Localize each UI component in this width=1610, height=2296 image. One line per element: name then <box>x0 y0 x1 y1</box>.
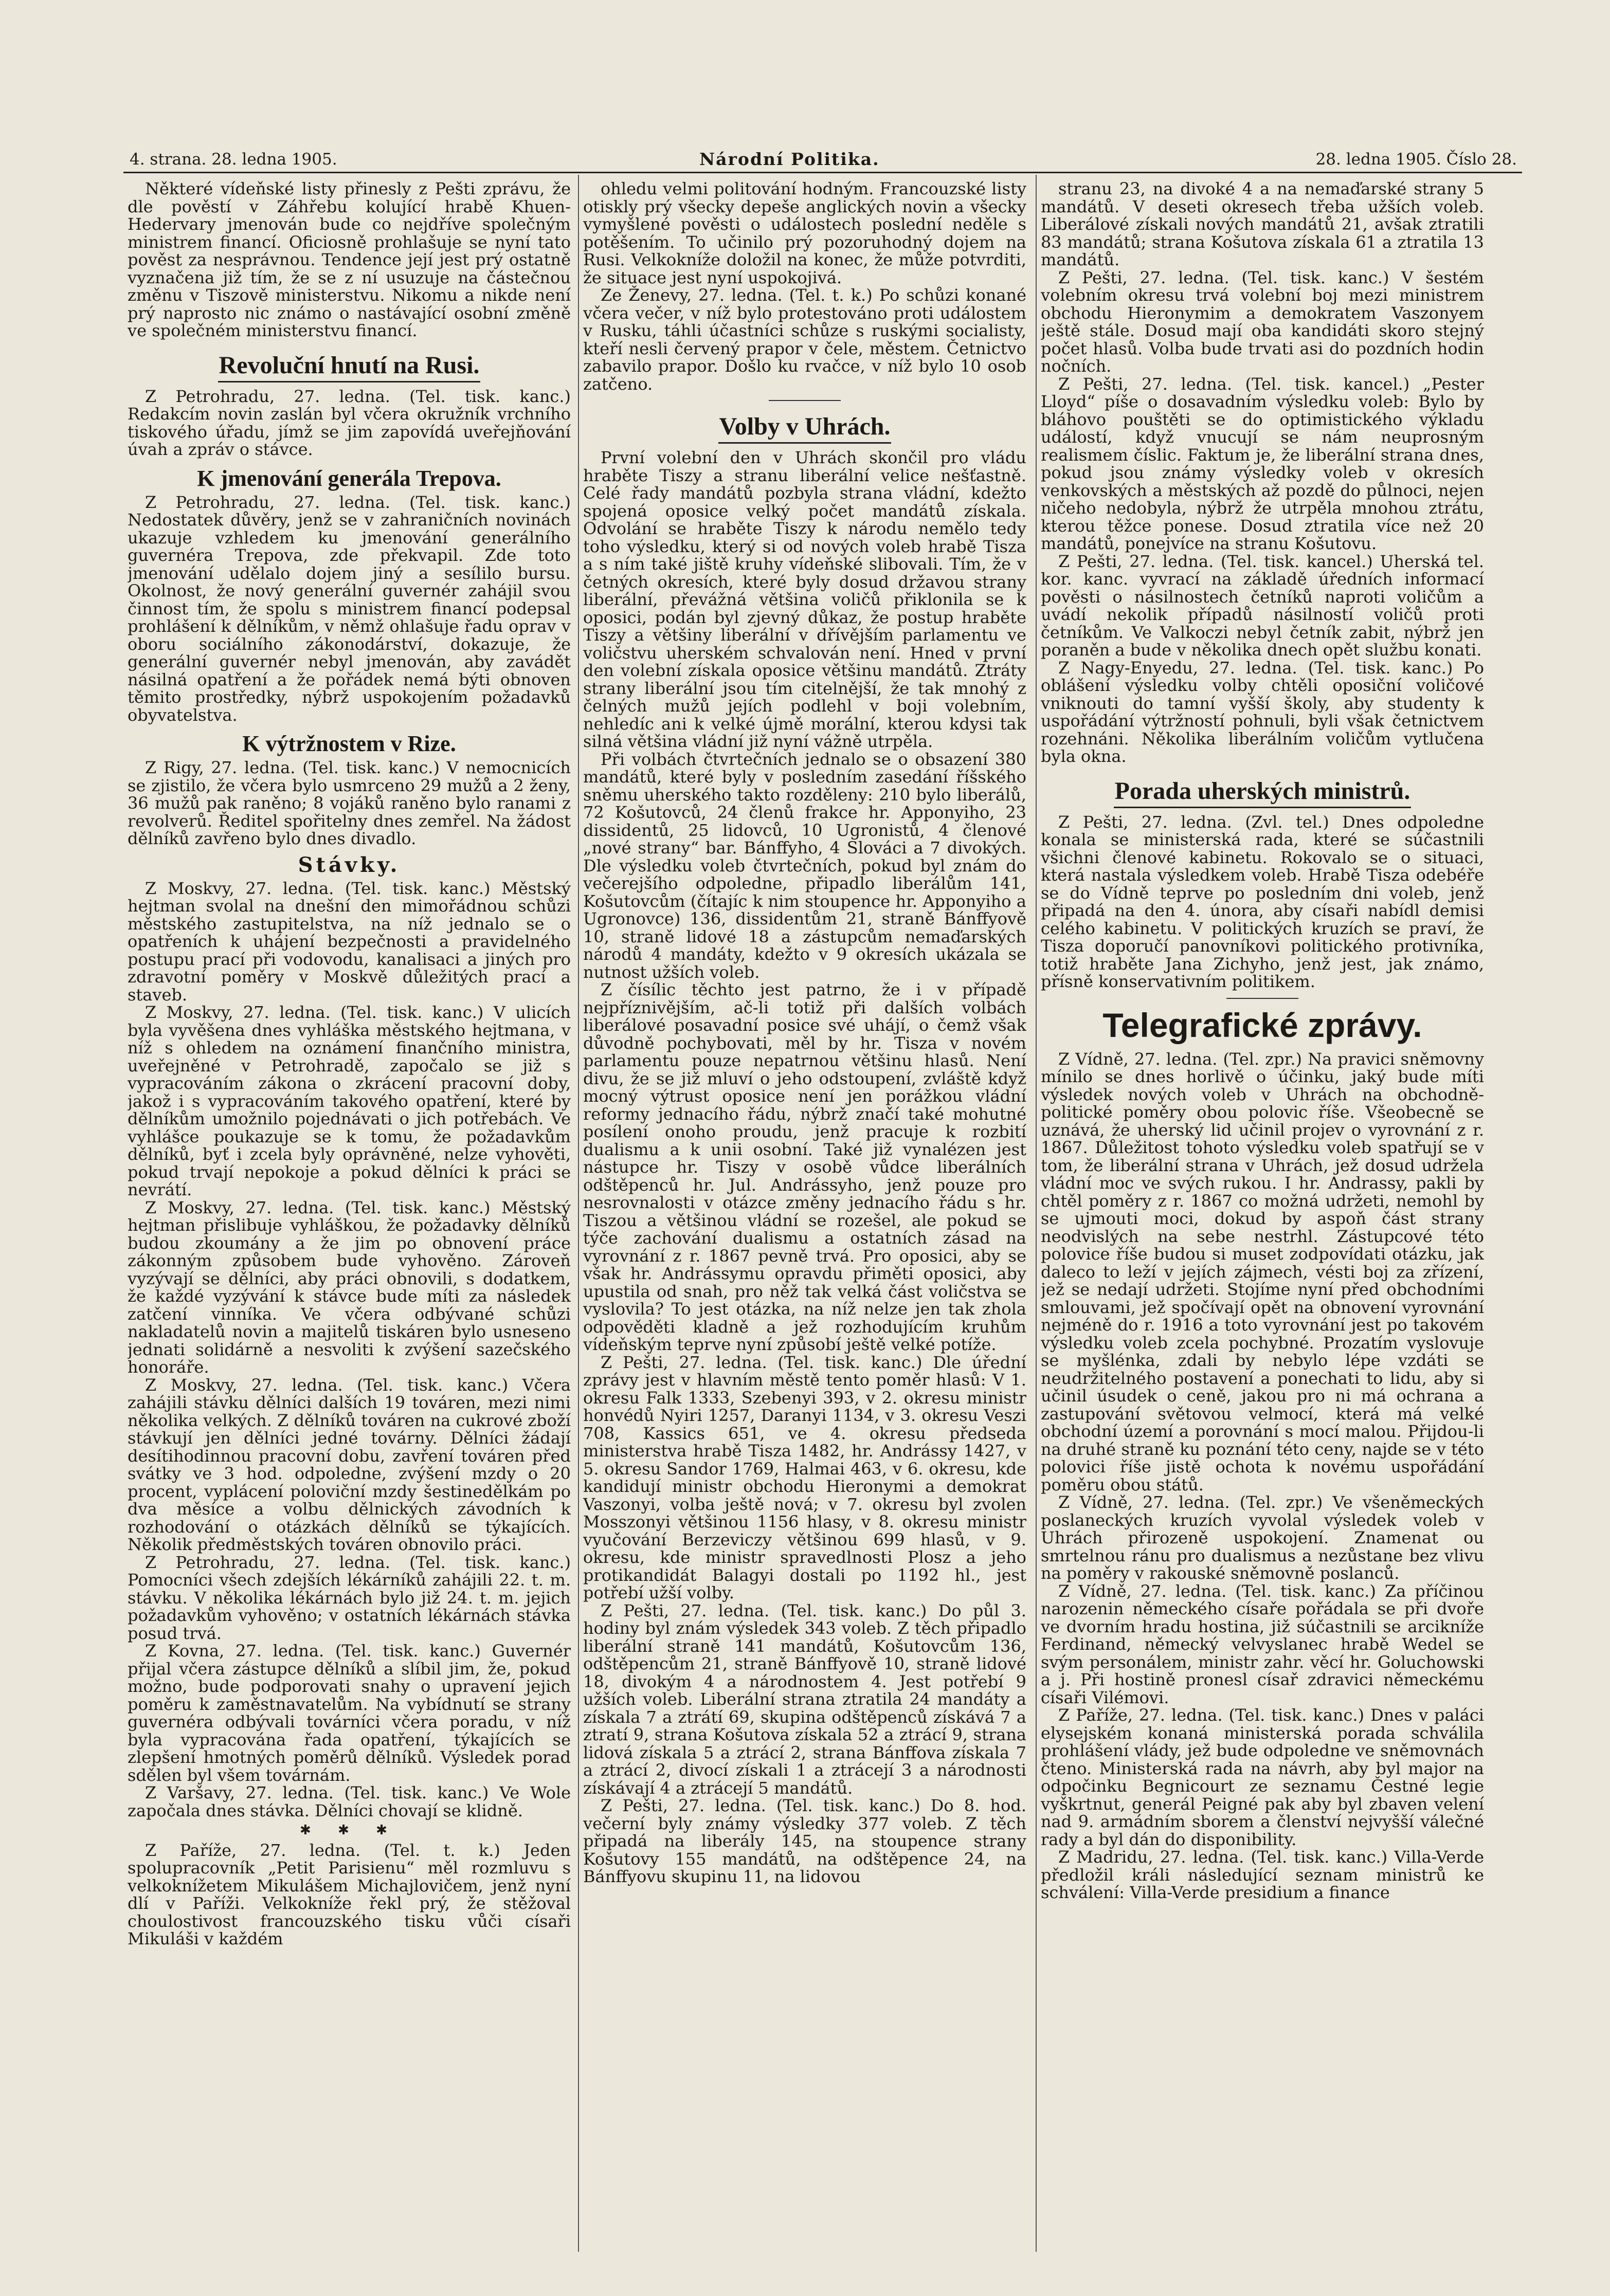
subheading: Stávky. <box>298 852 401 877</box>
paragraph: Ze Ženevy, 27. ledna. (Tel. t. k.) Po schůzi konané včera večer, v níž bylo protestováno proti událostem v Rusku, táhli účastníci schůze s ruskými socialisty, kteří nesli červený prapor v čele, městem. Četnictvo zabavilo prapor. Došlo ku rvačce, v níž bylo 10 osob zatčeno. <box>583 285 1026 394</box>
paragraph: Z Pešti, 27. ledna. (Tel. tisk. kanc.) Do půl 3. hodiny byl znám výsledek 343 voleb. Z těch připadlo liberální straně 141 mandátů, Košutovcům 136, odštěpencům 21, straně Bánffyově 10, straně lidové 18, divokým 4 a národnostem 4. Jest potřebí 9 užších voleb. Liberální strana ztratila 24 mandáty a získala 7 a ztrátí 69, skupina odštěpenců získává 7 a ztratí 9, strana Košutova získala 52 a ztrácí 9, strana lidová získala 5 a ztrácí 2, strana Bánffova získala 7 a ztrácí 2, divocí získali 1 a ztrácejí 3 a národnosti získávají 4 a ztrácejí 5 mandátů. <box>583 1600 1026 1798</box>
separator-rule <box>769 400 841 401</box>
paragraph: Z Pešti, 27. ledna. (Tel. tisk. kanc.) Do 8. hod. večerní byly známy výsledky 377 voleb. Z těch připadá na liberály 145, na stoupence strany Košutovy 155 mandátů, na odštěpence 24, na Bánffyovu skupinu 11, na lidovou <box>583 1796 1026 1886</box>
paragraph: Z Paříže, 27. ledna. (Tel. t. k.) Jeden spolupracovník „Petit Parisienu“ měl rozmluvu s velkoknížetem Mikulášem Michajlovičem, jenž nyní dlí v Paříži. Velkokníže řekl prý, že stěžoval choulostivost francouzského tisku vůči císaři Mikuláši v každém <box>128 1840 571 1948</box>
paragraph: Z Rigy, 27. ledna. (Tel. tisk. kanc.) V nemocnicích se zjistilo, že včera bylo usmrceno 29 mužů a 2 ženy, 36 mužů pak raněno; 8 vojáků raněno bylo ranami z revolverů. Ředitel spořitelny dnes zemřel. Na žádost dělníků zavřeno bylo dnes divadlo. <box>128 758 571 848</box>
paragraph: Z Pešti, 27. ledna. (Tel. tisk. kancel.) Uherská tel. kor. kanc. vyvrací na základě úředních informací pověsti o násilnostech četníků naproti voličům a uvádí nekolik případů násilností voličů proti četníkům. Ve Valkoczi nebyl četník zabit, nýbrž jen poraněn a bude v několika dnech opět službu konati. <box>1041 551 1484 660</box>
paragraph: Z čísílic těchto jest patrno, že i v případě nejpříznivějším, ač-li totiž při dalších volbách liberálové posavadní posice své uhájí, o čemž však důvodně pochybovati, měl by hr. Tisza v novém parlamentu pouze nepatrnou většinu hlasů. Není divu, že se již mluví o jeho odstoupení, zvláště když mocný výtrust oposice není jen porážkou vládní reformy jednacího řádu, nýbrž značí také mohutné posílení onoho proudu, jenž pracuje k rozbití dualismu a k unii osobní. Také již vynalézen jest nástupce hr. Tiszy v osobě vůdce liberálních odštěpenců hr. Jul. Andrássyho, jenž pouze pro nesrovnalosti v otázce změny jednacího řádu s hr. Tiszou a většinou vládní se rozešel, ale pokud se týče zachování dualismu a ostatních zásad na vyrovnání z r. 1867 pevně trvá. Pro oposici, aby se však hr. Andrássymu opravdu přiměti oposici, aby upustila od snah, pro něž tak velká část voličstva se vyslovila? To jest otázka, na níž nelze jen tak zhola odpověděti kladně a jež rozhodujícím kruhům vídeňským teprve nyní způsobí ještě velké potíže. <box>583 980 1026 1354</box>
paragraph: Z Petrohradu, 27. ledna. (Tel. tisk. kanc.) Pomocníci všech zdejších lékárníků zahájili 22. t. m. stávku. V několika lékárnách bylo již 24. t. m. jejich požadavkům vyhověno; v ostatních lékárnách stávka posud trvá. <box>128 1552 571 1643</box>
issue-date-number: 28. ledna 1905. Číslo 28. <box>1315 150 1517 169</box>
paragraph: Z Paříže, 27. ledna. (Tel. tisk. kanc.) Dnes v paláci elysejském konaná ministerská porada schválila prohlášení vlády, jež bude odpoledne ve sněmovnách čteno. Ministerská rada na návrh, aby byl major na odpočinku Begnicourt ze seznamu Čestné legie vyškrtnut, generál Peigné pak aby byl zbaven velení nad 9. armádním sborem a členství nejvyšší válečné rady a byl dán do disponibility. <box>1041 1705 1484 1849</box>
paragraph: Z Moskvy, 27. ledna. (Tel. tisk. kanc.) V ulicích byla vyvěšena dnes vyhláška městského hejtmana, v níž s ohledem na oznámení finančního ministra, uveřejněné v Petrohradě, započalo se již s vypracováním zákona o zkrácení pracovní doby, jakož i s vypracováním takového opatření, které by dělníkům umožnilo pojednávati o jich potřebách. Ve vyhlášce poukazuje se k tomu, že požadavkům dělníků, byť i zcela byly oprávněné, nelze vyhověti, pokud trvají nepokoje a pokud dělníci k práci se nevrátí. <box>128 1003 571 1199</box>
section-heading: Porada uherských ministrů. <box>1041 778 1484 808</box>
paragraph: Z Moskvy, 27. ledna. (Tel. tisk. kanc.) Městský hejtman svolal na dnešní den mimořádnou schůzi městského zastupitelstva, na níž jednalo se o opatřeních k uhájení bezpečnosti a pravidelného postupu prací při vodovodu, kanalisaci a jiných pro zdravotní poměry v Moskvě důležitých prací a staveb. <box>128 878 571 1005</box>
column-3 <box>1041 180 1484 2257</box>
section-heading: Volby v Uhrách. <box>583 413 1026 444</box>
header-rule <box>123 172 1522 173</box>
paragraph: Z Pešti, 27. ledna. (Tel. tisk. kancel.) „Pester Lloyd“ píše o dosavadním výsledku voleb: Bylo by bláhovo pouštěti se do optimistického výkladu událostí, když vnucují se nám neuprosným realismem číslic. Faktum je, že liberální strana dnes, pokud jsou známy výsledky voleb v okresích venkovských a městských až pozdě do půlnoci, nejen ničeho nedobyla, nýbrž že utrpěla mnohou ztrátu, kterou těžce ponese. Dosud ztratila více než 20 mandátů, ponejvíce na stranu Košutovu. <box>1041 374 1484 553</box>
paragraph: Z Petrohradu, 27. ledna. (Tel. tisk. kanc.) Nedostatek důvěry, jenž se v zahraničních novinách ukazuje vzhledem ku jmenování generálního guvernéra Trepova, zde překvapil. Zde toto jmenování udělalo dojem jiný a sesílilo bursu. Okolnost, že nový generální guvernér zahájil svou činnost tím, že spolu s ministrem financí podepsal prohlášení k dělníkům, v němž ohlašuje řadu oprav v oboru sociálního zákonodárství, dokazuje, že generální guvernér nebyl jmenován, aby zavádět násilná opatření a že pořádek nemá býti obnoven těmito prostředky, nýbrž uspokojením požadavků obyvatelstva. <box>128 492 571 725</box>
column-2 <box>583 180 1026 2257</box>
paragraph: Z Vídně, 27. ledna. (Tel. tisk. kanc.) Za příčinou narozenin německého císaře pořádala se při dvoře ve dvorním hradu hostina, již súčastnili se arcikníže Ferdinand, německý velvyslanec hrabě Wedel se svým personálem, ministr zahr. věcí hr. Goluchowski a j. Při hostině pronesl císař zdravici německému císaři Vilémovi. <box>1041 1581 1484 1707</box>
running-header <box>123 149 1522 172</box>
paragraph: Z Pešti, 27. ledna. (Tel. tisk. kanc.) Dle úřední zprávy jest v hlavním městě tento poměr hlasů: V 1. okresu Falk 1333, Szebenyi 393, v 2. okresu ministr honvédů Nyiri 1257, Daranyi 1134, v 3. okresu Veszi 708, Kassics 651, ve 4. okresu předseda ministerstva hrabě Tisza 1482, hr. Andrássy 1427, v 5. okresu Sandor 1769, Halmai 463, v 6. okresu, kde kandidují ministr obchodu Hieronymi a demokrat Vaszonyi, volba ještě nová; v 7. okresu byl zvolen Mosszonyi většinou 1156 hlasy, v 8. okresu ministr vyučování Berzeviczy většinou 699 hlasů, v 9. okresu, kde ministr spravedlnosti Plosz a jeho protikandidát Balagyi dostali po 1192 hl., jest potřebí užší volby. <box>583 1352 1026 1602</box>
paragraph: Z Pešti, 27. ledna. (Zvl. tel.) Dnes odpoledne konala se ministerská rada, které se súčastnili všichni členové kabinetu. Rokovalo se o situaci, která nastala výsledkem voleb. Hrabě Tisza odebéře se do Vídně teprve po posledním dni voleb, jenž připadá na den 4. února, aby císaři nabídl demisi celého kabinetu. V politických kruzích se praví, že Tisza doporučí panovníkovi politického protivníka, totiž hraběte Jana Zichyho, jenž jest, jak známo, přísně konservativním politikem. <box>1041 812 1484 991</box>
section-heading-large: Telegrafické zprávy. <box>1102 1006 1422 1044</box>
subheading: K jmenování generála Trepova. <box>197 465 501 491</box>
paragraph: Z Varšavy, 27. ledna. (Tel. tisk. kanc.) Ve Wole započala dnes stávka. Dělníci chovají se klidně. <box>128 1783 571 1820</box>
paragraph: Z Vídně, 27. ledna. (Tel. zpr.) Ve všeněmeckých poslaneckých kruzích vyvolal výsledek voleb v Uhrách přirozeně uspokojení. Znamenat ou smrtelnou ránu pro dualismus a nezůstane bez vlivu na poměry v rakouské sněmovně poslanců. <box>1041 1492 1484 1583</box>
paragraph: Některé vídeňské listy přinesly z Pešti zprávu, že dle pověstí v Záhřebu kolující hrabě Khuen-Hedervary jmenován bude co nejdříve společným ministrem financí. Oficiosně prohlašuje se nyní tato pověst za nesprávnou. Tendence její jest prý ostatně vyznačena již tím, že se z ní usuzuje na částečnou změnu v Tiszově ministerstvu. Nikomu a nikde není prý naprosto nic známo o nastávající osobní změně ve společném ministerstvu financí. <box>128 180 571 340</box>
paragraph: První volební den v Uhrách skončil pro vládu hraběte Tiszy a stranu liberální velice nešťastně. Celé řady mandátů pozbyla strana vládní, kdežto spojená oposice velký počet mandátů získala. Odvolání se hraběte Tiszy k národu nemělo tedy toho výsledku, který si od nových voleb hrabě Tisza a s ním také jiště kruhy vídeňské slibovali. Tím, že v četných okresích, které byly dosud državou strany liberální, převážná většina voličů přiklonila se k oposici, podán byl zjevný důkaz, že postup hraběte Tiszy a většiny liberální v dřívějším parlamentu ve voličstvu uherském schvalován není. Hned v první den volební získala oposice většinu mandátů. Ztráty strany liberální jsou tím citelnější, že tak mnohý z čelných mužů jejích podlehl v boji volebním, nehledíc ani k velké újmě morální, kterou kdysi tak silná většina vládní již nyní vážně utrpěla. <box>583 448 1026 751</box>
page-number-date: 4. strana. 28. ledna 1905. <box>130 150 337 169</box>
section-heading: Revoluční hnutí na Rusi. <box>128 352 571 382</box>
masthead-title: Národní Politika. <box>699 149 880 169</box>
subheading: K výtržnostem v Rize. <box>242 731 456 756</box>
column-divider <box>1036 175 1037 2252</box>
paragraph: Z Moskvy, 27. ledna. (Tel. tisk. kanc.) Městský hejtman přislibuje vyhláškou, že požadavky dělníků budou zkoumány a že jim po obnovení práce zákonným způsobem bude vyhověno. Zároveň vyzývají se dělníci, aby práci obnovili, s dodatkem, že každé vyzývání k stávce bude míti za následek zatčení vinníka. Ve včera odbývané schůzi nakladatelů novin a majitelů tiskáren bylo usneseno jednati solidárně a nesvoliti k zvýšení sazečského honoráře. <box>128 1197 571 1377</box>
paragraph: Z Madridu, 27. ledna. (Tel. tisk. kanc.) Villa-Verde předložil králi následující seznam ministrů ke schválení: Villa-Verde presidium a finance <box>1041 1847 1484 1902</box>
paragraph: Při volbách čtvrtečních jednalo se o obsazení 380 mandátů, které byly v posledním zasedání říšského sněmu uherského takto rozděleny: 210 bylo liberálů, 72 Košutovců, 24 členů frakce hr. Apponyiho, 23 dissidentů, 25 lidovců, 10 Ugronistů, 4 členové „nové strany“ bar. Bánffyho, 4 Slováci a 7 divokých. Dle výsledku voleb čtvrtečních, pokud byl znám do večerejšího odpoledne, připadlo liberálům 141, Košutovcům (čítajíc k nim stoupence hr. Apponyiho a Ugronovce) 136, dissidentům 21, straně Bánffyově 10, straně lidové 18 a zástupcům nemaďarských národů 4 mandáty, kdežto v 9 okresích ukázala se nutnost užších voleb. <box>583 749 1026 982</box>
paragraph: Z Nagy-Enyedu, 27. ledna. (Tel. tisk. kanc.) Po oblášení výsledku volby chtěli oposiční voličové vniknouti do tamní vyšší školy, aby studenty k uspořádání výtržností pohnuli, byli však četnictvem rozehnáni. Několika liberálním voličům vytlučena byla okna. <box>1041 658 1484 766</box>
separator-rule <box>1226 998 1298 999</box>
paragraph: Z Petrohradu, 27. ledna. (Tel. tisk. kanc.) Redakcím novin zaslán byl včera okružník vrchního tiskového úřadu, jímž se jim zapovídá uveřejňování úvah a zpráv o stávce. <box>128 386 571 459</box>
paragraph: Z Kovna, 27. ledna. (Tel. tisk. kanc.) Guvernér přijal včera zástupce dělníků a slíbil jim, že, pokud možno, bude podporovati snahy o upravení jejich poměru k zaměstnavatelům. Na vybídnutí se strany guvernéra odbývali továrníci včera poradu, v níž byla vypracována řada opatření, týkajících se zlepšení hmotných poměrů dělníků. Výsledek porad sdělen byl všem továrnám. <box>128 1641 571 1785</box>
paragraph: stranu 23, na divoké 4 a na nemaďarské strany 5 mandátů. V deseti okresech třeba užších voleb. Liberálové získali nových mandátů 21, avšak ztratili 83 mandátů; strana Košutova získala 61 a ztratila 13 mandátů. <box>1041 180 1484 269</box>
paragraph: ohledu velmi politování hodným. Francouzské listy otiskly prý všecky depeše anglických novin a všecky vymyšlené pověsti o událostech poslední neděle s potěšením. To učinilo prý pozoruhodný dojem na Rusi. Velkokníže doložil na konec, že může potvrditi, že situace jest nyní uspokojivá. <box>583 180 1026 287</box>
column-divider <box>578 175 579 2252</box>
column-1 <box>128 180 571 2257</box>
asterism: ✱ ✱ ✱ <box>300 1823 399 1838</box>
paragraph: Z Vídně, 27. ledna. (Tel. zpr.) Na pravici sněmovny mínilo se dnes horlivě o účinku, jaký bude míti výsledek nových voleb v Uhrách na obchodně-politické poměry obou polovic říše. Všeobecně se uznává, že uherský lid učinil projev o vyrovnání z r. 1867. Důležitost tohoto výsledku voleb spatřují se v tom, že liberální strana v Uhrách, jež dosud udržela vládní moc ve svých rukou. I hr. Andrassy, pakli by chtěl poměry z r. 1867 co možná udržeti, nemohl by se ujmouti moci, dokud by aspoň část strany neodvislých na sebe nestrhl. Zástupcové této polovice říše budou si muset zodpovídati otázku, jak daleco to leží v jejích zájmech, vésti boj za zřízení, jež se nedají udržeti. Stojíme nyní před obchodními smlouvami, jež spočívají opět na obnovení vyrovnání nejméně do r. 1916 a toto vyrovnání jest po takovém výsledku voleb zcela pochybné. Prozatím vyslovuje se myšlénka, zdali by nebylo lépe vzdáti se neudržitelného postavení a ponechati to lidu, aby si učinil úsudek o ceně, jakou pro ni má ochrana a zastupování světovou velmocí, která má velké obchodní území a porovnání s mocí malou. Přijdou-li na druhé straně ku poznání této ceny, najde se v této polovici říše jistě ochota k novému uspořádání poměru obou států. <box>1041 1049 1484 1495</box>
paragraph: Z Moskvy, 27. ledna. (Tel. tisk. kanc.) Včera zahájili stávku dělníci dalších 19 továren, mezi nimi několika velkých. Z dělníků továren na cukrové zboží stávkují jen dělníci jedné továrny. Dělníci žádají desítihodinnou pracovní dobu, zavření továren před svátky ve 3 hod. odpoledne, zvýšení mzdy o 20 procent, vyplácení poloviční mzdy šestinedělkám po dva měsíce a volbu dělnických závodních k rozhodování o otázkách dělníků se týkajících. Několik předměstských továren obnovilo práci. <box>128 1375 571 1554</box>
paragraph: Z Pešti, 27. ledna. (Tel. tisk. kanc.) V šestém volebním okresu trvá volební boj mezi ministrem obchodu Hieronymim a demokratem Vaszonyem ještě stále. Dosud mají oba kandidáti skoro stejný počet hlasů. Volba bude trvati asi do pozdních hodin nočních. <box>1041 267 1484 376</box>
